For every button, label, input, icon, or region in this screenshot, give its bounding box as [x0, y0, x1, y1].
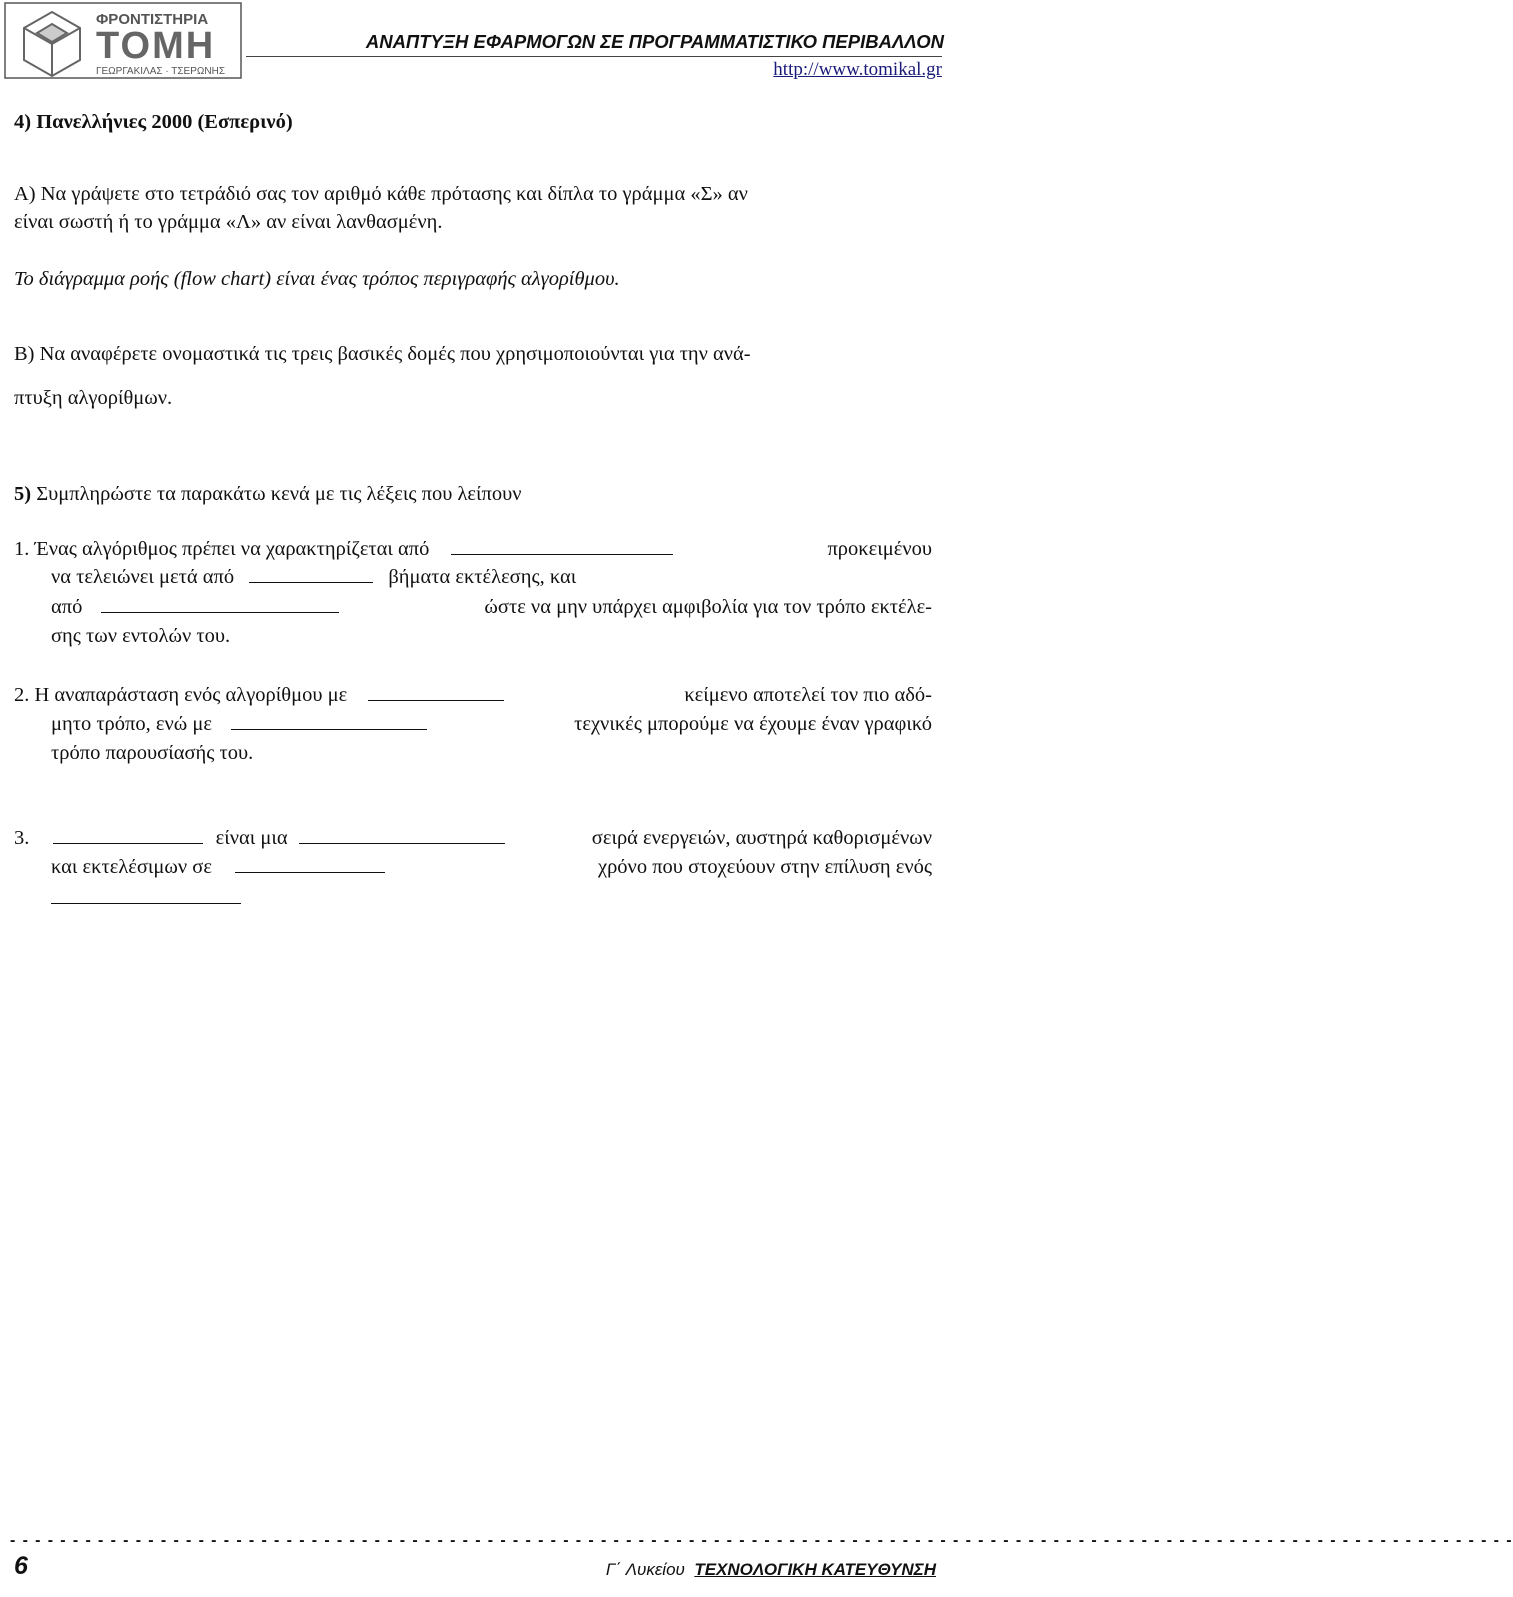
q5-heading-text: Συμπληρώστε τα παρακάτω κενά με τις λέξεις που λείπουν	[31, 483, 522, 505]
q5-heading-number: 5)	[14, 483, 32, 505]
blank-field[interactable]	[231, 712, 427, 730]
logo-text-names: ΓΕΩΡΓΑΚΙΛΑΣ · ΤΣΕΡΩΝΗΣ	[96, 66, 225, 77]
q5-item1-line4: σης των εντολών του.	[51, 625, 231, 647]
q5-item2-line2: μητο τρόπο, ενώ με τεχνικές μπορούμε να έχουμε έναν γραφικό	[51, 713, 932, 735]
q4-b-line1: Β) Να αναφέρετε ονομαστικά τις τρεις βασικές δομές που χρησιμοποιούνται για την ανά-	[14, 343, 751, 365]
q5-item3-line2: και εκτελέσιμων σε χρόνο που στοχεύουν στην επίλυση ενός	[51, 856, 932, 878]
blank-field[interactable]	[53, 826, 203, 844]
logo-text-main: ΤΟΜΗ	[96, 25, 216, 67]
q4-a-line1: Α) Να γράψετε στο τετράδιό σας τον αριθμό κάθε πρότασης και δίπλα το γράμμα «Σ» αν	[14, 183, 748, 205]
q5-item1-line2: να τελειώνει μετά από βήματα εκτέλεσης, και	[51, 566, 577, 588]
q4-b-line2: πτυξη αλγορίθμων.	[14, 387, 173, 409]
header-divider	[246, 56, 942, 57]
blank-field[interactable]	[101, 595, 339, 613]
header-url-link[interactable]: http://www.tomikal.gr	[773, 59, 942, 80]
school-logo	[4, 2, 242, 79]
q5-heading	[14, 482, 522, 506]
q4-a-line2: είναι σωστή ή το γράμμα «Λ» αν είναι λανθασμένη.	[14, 211, 443, 233]
blank-field[interactable]	[368, 683, 504, 701]
q5-item2-line3: τρόπο παρουσίασής του.	[51, 742, 254, 764]
header-title: ΑΝΑΠΤΥΞΗ ΕΦΑΡΜΟΓΩΝ ΣΕ ΠΡΟΓΡΑΜΜΑΤΙΣΤΙΚΟ ΠΕΡΙΒΑΛΛΟΝ	[365, 31, 944, 52]
q4-heading: 4) Πανελλήνιες 2000 (Εσπερινό)	[14, 111, 293, 133]
q5-item1-line3: από ώστε να μην υπάρχει αμφιβολία για τον τρόπο εκτέλε-	[51, 596, 932, 618]
q5-item1-line1: 1. Ένας αλγόριθμος πρέπει να χαρακτηρίζεται από προκειμένου	[14, 538, 932, 560]
blank-field[interactable]	[299, 826, 505, 844]
logo-text-top: ΦΡΟΝΤΙΣΤΗΡΙΑ	[96, 11, 209, 28]
blank-field[interactable]	[51, 886, 241, 904]
footer-label	[606, 1560, 936, 1580]
q4-statement: Το διάγραμμα ροής (flow chart) είναι ένας τρόπος περιγραφής αλγορίθμου.	[14, 268, 620, 290]
q5-item3-line1: 3. είναι μια σειρά ενεργειών, αυστηρά καθορισμένων	[14, 827, 932, 849]
page-number: 6	[14, 1552, 28, 1580]
class-label: Γ΄ Λυκείου	[605, 1560, 685, 1579]
subject-label: ΤΕΧΝΟΛΟΓΙΚΗ ΚΑΤΕΥΘΥΝΣΗ	[694, 1560, 936, 1579]
blank-field[interactable]	[249, 565, 373, 583]
blank-field[interactable]	[235, 855, 385, 873]
q5-item2-line1: 2. Η αναπαράσταση ενός αλγορίθμου με κείμενο αποτελεί τον πιο αδό-	[14, 684, 932, 706]
blank-field[interactable]	[451, 537, 673, 555]
q5-item3-line3	[51, 886, 241, 910]
footer-divider: - - - - - - - - - - - - - - - - - - - - - - - - - - - - - - - - - - - - - - - - - - - - - - - - - - - - - - - - - - - - - - - - - - - - - - - - - - - - - - - - - - - - - - - - - - - - - - - - - - - - - - - - - - - - - - - - - - - - - - - -	[10, 1532, 1513, 1549]
